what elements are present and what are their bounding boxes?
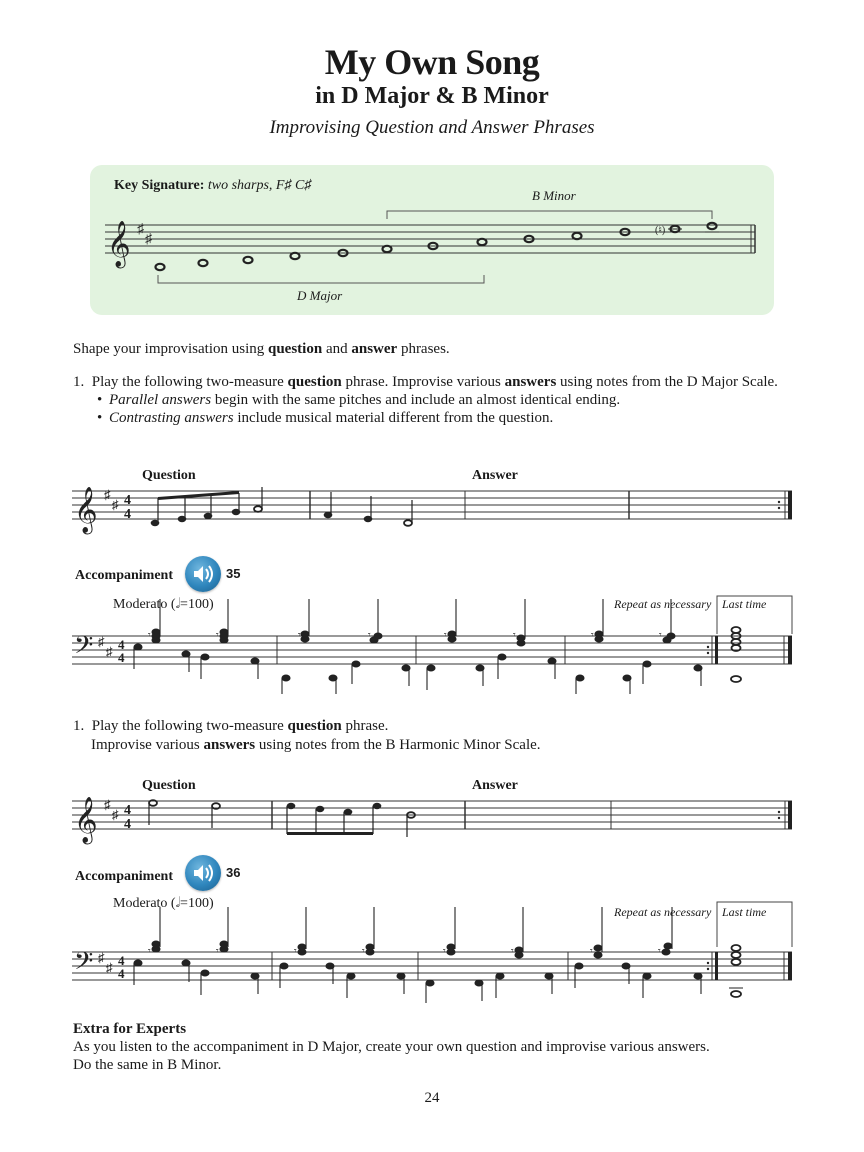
speaker-icon [185,855,221,891]
svg-text:𝄾: 𝄾 [362,946,365,957]
svg-text:𝄾: 𝄾 [216,630,219,641]
page-number: 24 [424,1090,440,1106]
svg-text:4: 4 [124,803,131,818]
question-staff-b-minor [72,795,797,850]
exercise1-bullet-parallel: • Parallel answers begin with the same pitches and include an almost identical ending. [97,392,621,408]
bass-clef-icon: 𝄢 [74,948,94,981]
svg-text:𝄾: 𝄾 [444,630,447,641]
svg-text:𝄾: 𝄾 [148,946,151,957]
extra-heading: Extra for Experts [73,1021,187,1037]
svg-text:4: 4 [118,966,125,981]
accompaniment-label: Accompaniment [75,869,173,884]
exercise1-instruction: 1. Play the following two-measure question phrase. Improvise various answers using notes from the D Major Scale. [73,374,778,390]
exercise2-instruction-line2: Improvise various answers using notes from the B Harmonic Minor Scale. [91,737,541,753]
extra-line1: As you listen to the accompaniment in D Major, create your own question and improvise various answers. [73,1039,710,1055]
svg-text:♯: ♯ [98,950,105,965]
repeat-label: Repeat as necessary [614,905,712,919]
svg-text:4: 4 [118,637,125,652]
treble-clef-icon: 𝄞 [74,487,98,532]
quarter-note-icon: 𝅗𝅥 [175,896,181,911]
accompaniment-label: Accompaniment [75,568,173,583]
d-major-label: D Major [297,288,343,303]
treble-clef-icon: 𝄞 [107,221,131,267]
svg-text:𝄾: 𝄾 [216,946,219,957]
intro-text: Shape your improvisation using question and answer phrases. [73,341,450,357]
exercise1-bullet-contrasting: • Contrasting answers include musical material different from the question. [97,410,554,426]
svg-text:𝄾: 𝄾 [368,630,371,641]
extra-line2: Do the same in B Minor. [73,1057,222,1073]
track-number: 36 [226,865,241,880]
answer-label: Answer [472,778,518,793]
exercise2-instruction-line1: 1. Play the following two-measure question phrase. [73,718,389,734]
bass-clef-icon: 𝄢 [74,632,94,665]
svg-text:♯: ♯ [137,222,144,237]
svg-text:♯: ♯ [104,797,111,812]
svg-text:♯: ♯ [104,487,111,502]
tempo-marking: Moderato (𝅗𝅥=100) [113,896,214,911]
svg-text:♯: ♯ [112,497,119,512]
quarter-note-icon: 𝅗𝅥 [175,597,181,612]
svg-text:4: 4 [118,953,125,968]
svg-text:𝄾: 𝄾 [148,630,151,641]
question-staff-d-major [72,485,797,540]
last-time-label: Last time [722,597,767,611]
svg-text:♯: ♯ [106,960,113,975]
svg-text:𝄾: 𝄾 [443,946,446,957]
svg-text:♯: ♯ [98,634,105,649]
natural-accidental: (♮) [655,225,666,236]
svg-text:𝄾: 𝄾 [513,630,516,641]
treble-clef-icon: 𝄞 [74,797,98,842]
svg-text:4: 4 [118,650,125,665]
accompaniment-staff-b-minor [72,902,797,1007]
speaker-icon [185,556,221,592]
b-minor-label: B Minor [532,188,576,203]
key-signature-label [114,178,311,194]
page-title: My Own Song [324,42,540,82]
key-signature-heading: Key Signature: [114,178,205,193]
svg-text:𝄾: 𝄾 [591,630,594,641]
svg-text:𝄾: 𝄾 [294,946,297,957]
svg-text:𝄾: 𝄾 [658,946,661,957]
track-number: 35 [226,566,241,581]
question-label: Question [142,468,196,483]
scale-staff [105,205,765,295]
svg-text:4: 4 [124,507,131,522]
audio-track-36-button[interactable] [185,855,221,891]
svg-text:♯: ♯ [106,644,113,659]
svg-text:𝄾: 𝄾 [298,630,301,641]
svg-text:4: 4 [124,817,131,832]
question-label: Question [142,778,196,793]
accompaniment-staff-d-major [72,594,797,694]
svg-text:4: 4 [124,493,131,508]
answer-label: Answer [472,468,518,483]
svg-text:𝄾: 𝄾 [590,946,593,957]
svg-text:♯: ♯ [145,232,152,247]
page-tagline: Improvising Question and Answer Phrases [269,117,595,138]
audio-track-35-button[interactable] [185,556,221,592]
svg-text:♯: ♯ [112,807,119,822]
repeat-label: Repeat as necessary [614,597,712,611]
svg-text:𝄾: 𝄾 [659,630,662,641]
tempo-marking: Moderato (𝅗𝅥=100) [113,597,214,612]
last-time-label: Last time [722,905,767,919]
key-signature-description: two sharps, F♯ C♯ [207,178,312,193]
svg-text:𝄾: 𝄾 [511,946,514,957]
page-subtitle: in D Major & B Minor [315,83,549,109]
